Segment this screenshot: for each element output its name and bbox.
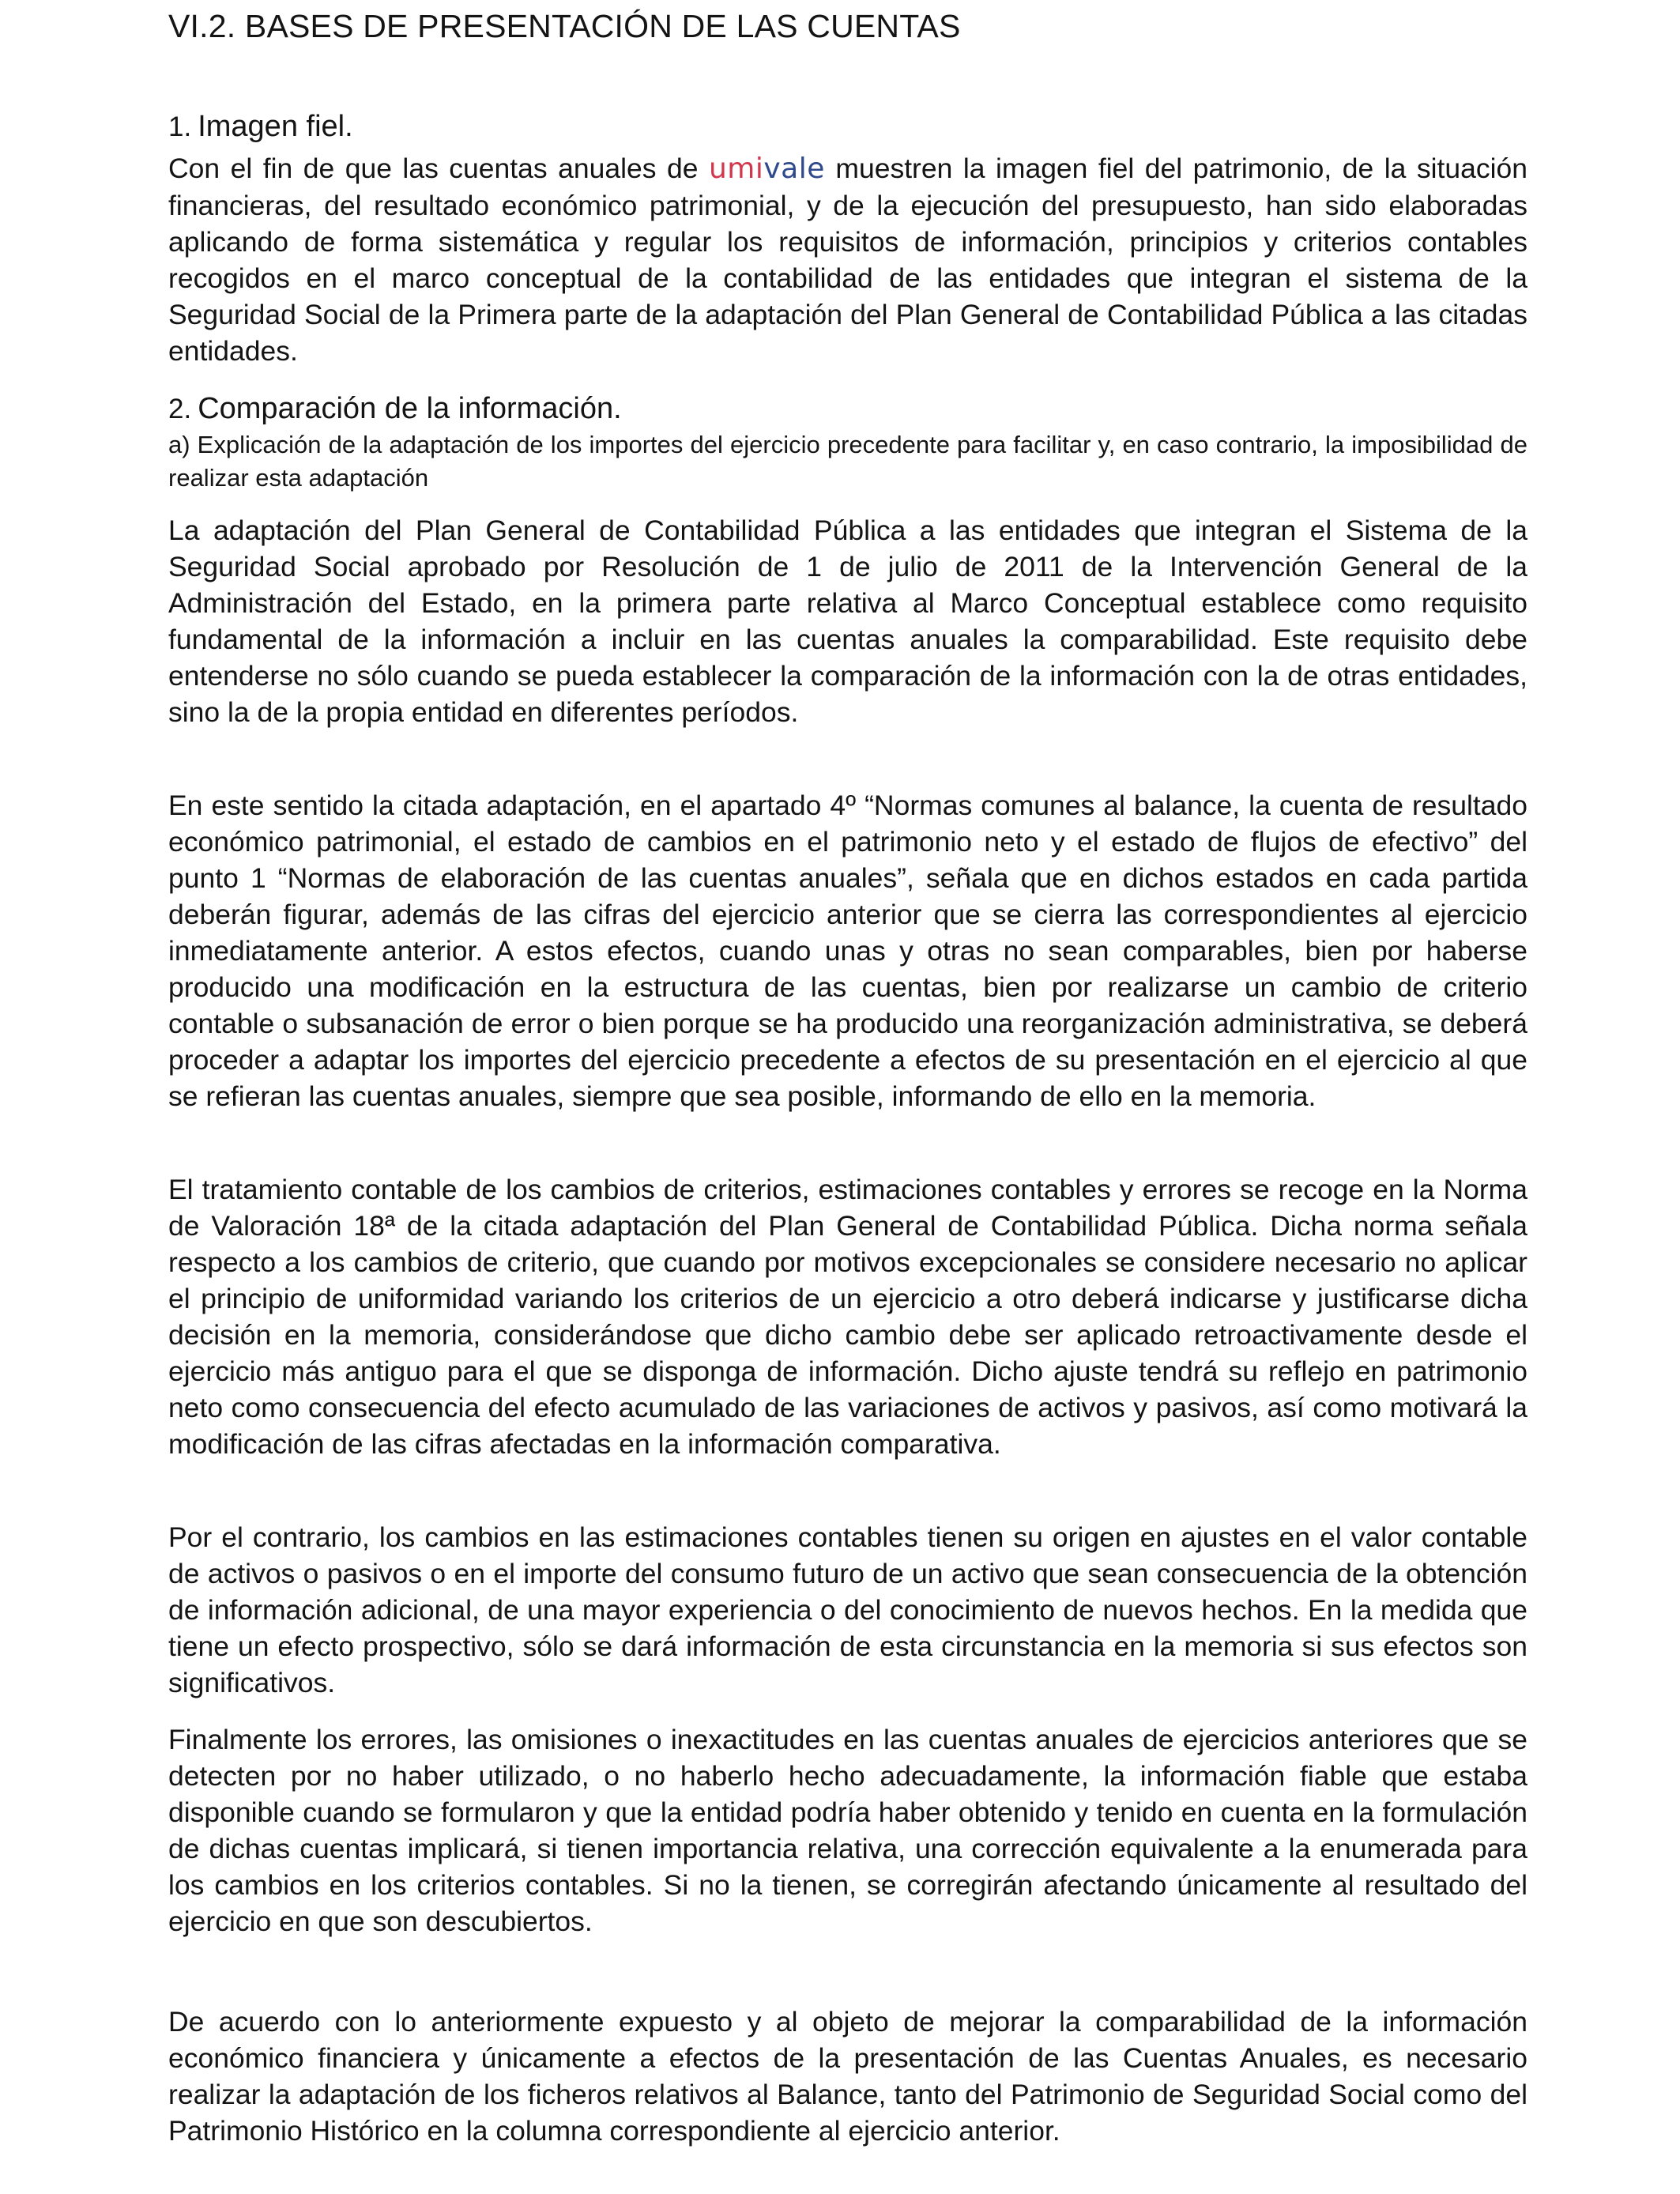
logo-part-umi: umi — [708, 153, 764, 185]
paragraph-imagen-fiel — [168, 150, 1527, 369]
section-title: VI.2. BASES DE PRESENTACIÓN DE LAS CUENTAS — [168, 8, 961, 44]
subheading-adaptacion: a) Explicación de la adaptación de los importes del ejercicio precedente para facilitar y, en caso contrario, la imposibilidad de realizar esta adaptación — [168, 431, 1527, 492]
paragraph-2: En este sentido la citada adaptación, en el apartado 4º “Normas comunes al balance, la cuenta de resultado económico patrimonial, el estado de cambios en el patrimonio neto y el estado de flujos de efectivo” del punto 1 “Normas de elaboración de las cuentas anuales”, señala que en dichos estados en cada partida deberán figurar, además de las cifras del ejercicio anterior que se cierra las correspondientes al ejercicio inmediatamente anterior. A estos efectos, cuando unas y otras no sean comparables, bien por haberse producido una modificación en la estructura de las cuentas, bien por realizarse un cambio de criterio contable o subsanación de error o bien porque se ha producido una reorganización administrativa, se deberá proceder a adaptar los importes del ejercicio precedente a efectos de su presentación en el ejercicio al que se refieran las cuentas anuales, siempre que sea posible, informando de ello en la memoria. — [168, 790, 1527, 1112]
heading-number: 2. — [168, 394, 192, 424]
paragraph-1: La adaptación del Plan General de Contabilidad Pública a las entidades que integran el Sistema de la Seguridad Social aprobado por Resolución de 1 de julio de 2011 de la Intervención General de la Administración del Estado, en la primera parte relativa al Marco Conceptual establece como requisito fundamental de la información a incluir en las cuentas anuales la comparabilidad. Este requisito debe entenderse no sólo cuando se pueda establecer la comparación de la información con la de otras entidades, sino la de la propia entidad en diferentes períodos. — [168, 515, 1527, 728]
heading-comparacion — [168, 392, 622, 426]
paragraph-text-start: Con el fin de que las cuentas anuales de — [168, 153, 699, 184]
paragraph-4: Por el contrario, los cambios en las estimaciones contables tienen su origen en ajustes en el valor contable de activos o pasivos o en el importe del consumo futuro de un activo que sean consecuencia de la obtención de información adicional, de una mayor experiencia o del conocimiento de nuevos hechos. En la medida que tiene un efecto prospectivo, sólo se dará información de esta circunstancia en la memoria si sus efectos son significativos. — [168, 1521, 1527, 1698]
heading-number: 1. — [168, 111, 192, 142]
logo-part-vale: vale — [763, 153, 825, 185]
paragraph-text-end: muestren la imagen fiel del patrimonio, de la situación financieras, del resultado económico patrimonial, y de la ejecución del presupuesto, han sido elaboradas aplicando de forma sistemática y regular los requisitos de información, principios y criterios contables recogidos en el marco conceptual de la contabilidad de las entidades que integran el sistema de la Seguridad Social de la Primera parte de la adaptación del Plan General de Contabilidad Pública a las citadas entidades. — [168, 153, 1527, 367]
umivale-logo — [709, 151, 825, 187]
paragraph-3: El tratamiento contable de los cambios de criterios, estimaciones contables y errores se recoge en la Norma de Valoración 18ª de la citada adaptación del Plan General de Contabilidad Pública. Dicha norma señala respecto a los cambios de criterio, que cuando por motivos excepcionales se considere necesario no aplicar el principio de uniformidad variando los criterios de un ejercicio a otro deberá indicarse y justificarse dicha decisión en la memoria, considerándose que dicho cambio debe ser aplicado retroactivamente desde el ejercicio más antiguo para el que se disponga de información. Dicho ajuste tendrá su reflejo en patrimonio neto como consecuencia del efecto acumulado de las variaciones de activos y pasivos, así como motivará la modificación de las cifras afectadas en la información comparativa. — [168, 1174, 1527, 1460]
paragraph-6: De acuerdo con lo anteriormente expuesto y al objeto de mejorar la comparabilidad de la información económico financiera y únicamente a efectos de la presentación de las Cuentas Anuales, es necesario realizar la adaptación de los ficheros relativos al Balance, tanto del Patrimonio de Seguridad Social como del Patrimonio Histórico en la columna correspondiente al ejercicio anterior. — [168, 2006, 1527, 2147]
paragraph-5: Finalmente los errores, las omisiones o inexactitudes en las cuentas anuales de ejercicios anteriores que se detecten por no haber utilizado, o no haberlo hecho adecuadamente, la información fiable que estaba disponible cuando se formularon y que la entidad podría haber obtenido y tenido en cuenta en la formulación de dichas cuentas implicará, si tienen importancia relativa, una corrección equivalente a la enumerada para los cambios en los criterios contables. Si no la tienen, se corregirán afectando únicamente al resultado del ejercicio en que son descubiertos. — [168, 1724, 1527, 1937]
heading-imagen-fiel — [168, 110, 353, 144]
heading-text: Imagen fiel. — [198, 110, 353, 143]
heading-text: Comparación de la información. — [198, 392, 622, 425]
